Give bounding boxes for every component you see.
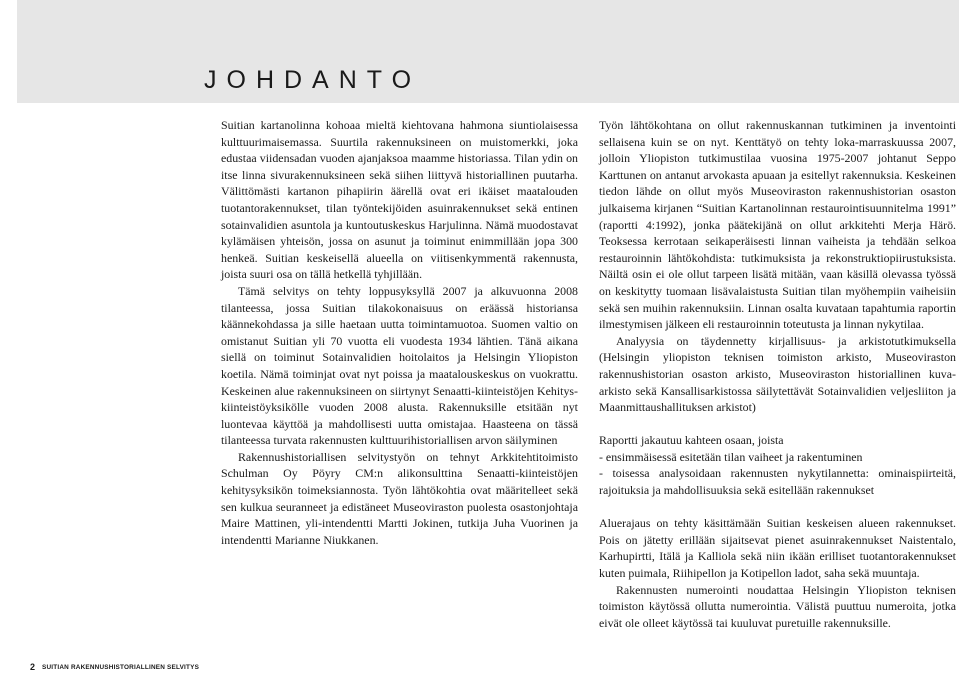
paragraph: Työn lähtökohtana on ollut rakennuskannan tutkiminen ja inventointi sellaisena kuin se on nyt. Kenttätyö on tehty loka-marraskuussa 2007, jolloin Yliopiston tutkimustilaa vuosina 1975-2007 johtanut Seppo Karttunen on antanut arvokasta apuaan ja esitellyt rakennuksia. Keskeinen tiedon lähde on ollut myös Museoviraston rakennushistorian osaston julkaisema kirjanen “Suitian Kartanolinnan restaurointisuunnitelma 1991” (raportti 4:1992), jonka päätekijänä on ollut arkkitehti Merja Härö. Teoksessa kerrotaan seikaperäisesti linnan vaiheista ja tehdään selkoa restauroinnin lähtökohdista: tutkimuksista ja rekonstruktiopiirustuksista. Näiltä osin ei ole ollut tarpeen lisätä mitään, vaan käsillä olevassa työssä on keskitytty tuomaan lisävalaistusta Suitian tilan myöhempiin vaiheisiin sekä sen muihin rakennuksiin. Linnan osalta kuvataan tapahtumia raportin ilmestymisen jälkeen eli restauroinnin toteutusta ja linnan nykytilaa. [599, 118, 956, 332]
page-number: 2 [30, 662, 36, 672]
paragraph: Suitian kartanolinna kohoaa mieltä kiehtovana hahmona siuntiolaisessa kulttuurimaisemassa. Suurtila rakennuksineen on muistomerkki, joka edustaa viidensadan vuoden ajanjaksoa maamme historiassa. Tilan ydin on itse linna sivurakennuksineen sekä siihen liittyvä historiallinen puutarha. Välittömästi kartanon pihapiirin äärellä ovat eri ikäiset maatalouden tuotantorakennukset, tilan työntekijöiden asuinrakennukset sekä entinen sotainvalidien asuntola ja kuntoutuskeskus Harjulinna. Nämä muodostavat kylämäisen yhteisön, jossa on asunut ja toiminut enimmillään jopa 300 henkeä. Suitian keskeisellä alueella on viitisenkymmentä rakennusta, joista suuri osa on tällä hetkellä tyhjillään. [221, 118, 578, 282]
paragraph: Raportti jakautuu kahteen osaan, joista [599, 433, 784, 448]
right-text-column [599, 117, 956, 631]
page-margin [0, 0, 17, 674]
left-text-column [221, 117, 578, 548]
page-title: JOHDANTO [204, 66, 422, 94]
list-item: - ensimmäisessä esitetään tilan vaiheet ja rakentuminen [599, 449, 863, 464]
paragraph: Rakennushistoriallisen selvitystyön on tehnyt Arkkitehtitoimisto Schulman Oy Pöyry CM:n alikonsulttina Senaatti-kiinteistöjen kehitysyksikön toimeksiannosta. Työn lähtökohtia ovat määritelleet sekä sen kulkua seuranneet ja edistäneet Museoviraston puolesta osastonjohtaja Maire Mattinen, yli-intendentti Martti Jokinen, tutkija Juha Vuorinen ja intendentti Marianne Niukkanen. [221, 449, 578, 547]
list-item: - toisessa analysoidaan rakennusten nykytilannetta: ominaispiirteitä, rajoituksia ja mahdollisuuksia sekä esitellään rakennukset [599, 466, 956, 498]
title-panel [17, 0, 959, 103]
paragraph: Rakennusten numerointi noudattaa Helsingin Yliopiston teknisen toimiston käytössä ollutta numerointia. Välistä puuttuu numeroita, jotka eivät ole olleet käytössä tai kuuluvat puretuille rakennuksille. [599, 582, 956, 630]
paragraph: Aluerajaus on tehty käsittämään Suitian keskeisen alueen rakennukset. Pois on jätetty erillään sijaitsevat pienet asuinrakennukset Naistentalo, Karhupirtti, Itälä ja Kalliola sekä niin ikään erilliset tuotantorakennukset kuten puimala, Riihipellon ja Kotipellon ladot, saha sekä muuntaja. [599, 516, 956, 581]
paragraph: Tämä selvitys on tehty loppusyksyllä 2007 ja alkuvuonna 2008 tilanteessa, jossa Suitian tilakokonaisuus on eräässä historiansa käännekohdassa ja sille haetaan uutta toimintamuotoa. Suomen valtio on omistanut Suitian yli 70 vuotta eli vuodesta 1934 lähtien. Tänä aikana siellä on toiminut Sotainvalidien hoitolaitos ja Helsingin Yliopiston koetila. Nämä toiminjat ovat nyt poissa ja maatalouskeskus on vuokrattu. Keskeinen alue rakennuksineen on siirtynyt Senaatti-kiinteistöjen Kehitys-kiinteistöyksikölle vuoden 2008 alusta. Rakennuksille etsitään nyt luontevaa käyttöä ja mahdollisesti uutta omistajaa. Haasteena on tässä tilanteessa turvata rakennusten kulttuurihistoriallisen arvon säilyminen [221, 283, 578, 448]
paragraph-gap [599, 499, 956, 516]
publication-title: SUITIAN RAKENNUSHISTORIALLINEN SELVITYS [42, 664, 200, 671]
paragraph: Analyysia on täydennetty kirjallisuus- ja arkistotutkimuksella (Helsingin yliopiston teknisen toimiston arkisto, Museoviraston rakennushistorian osaston arkisto, Museoviraston historiallinen kuva-arkisto sekä Kansallisarkistossa säilytettävät Sotainvalidien veljesliiton ja Maanmittaushallituksen arkistot) [599, 333, 956, 415]
paragraph-gap [599, 416, 956, 433]
